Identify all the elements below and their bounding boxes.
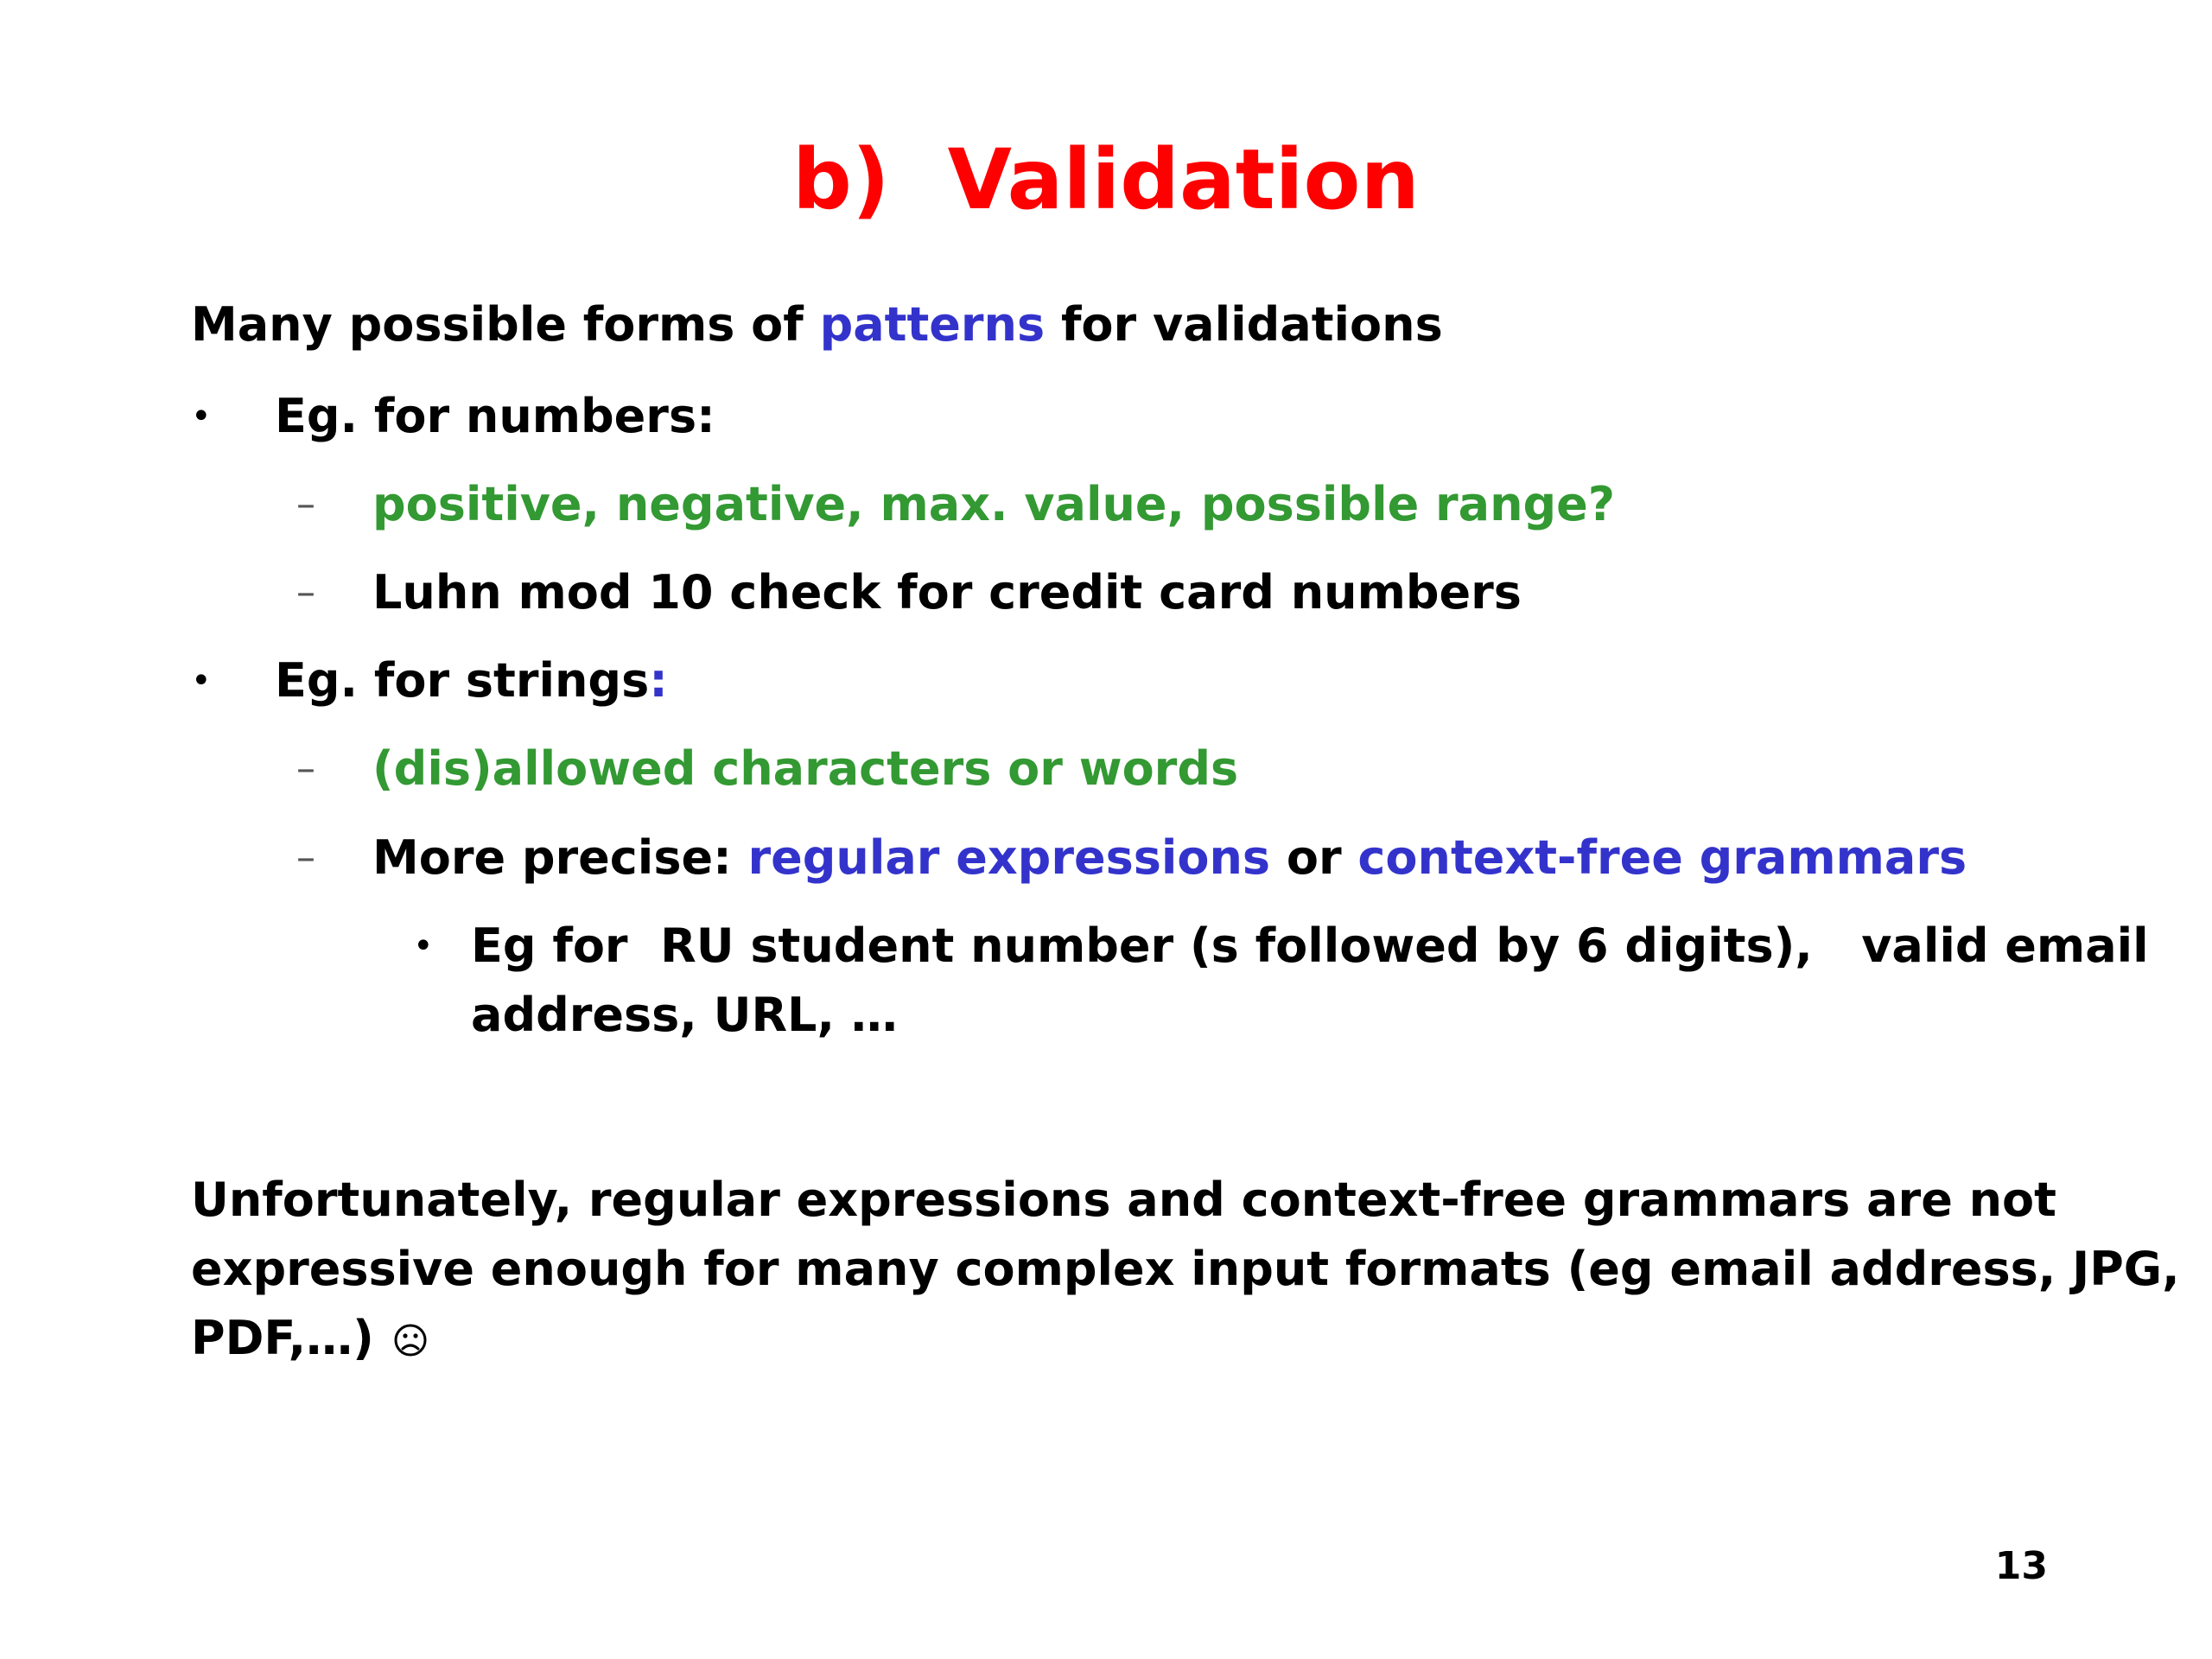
conclusion-line-2: expressive enough for many complex input formats (eg email address, JPG, [191, 1242, 2180, 1296]
slide-title: b) Validation [792, 131, 1420, 228]
sub-bullet-marker: • [413, 926, 434, 966]
strings-item-2 [372, 830, 1967, 887]
sad-face-icon [393, 1323, 428, 1357]
context-free-grammars-term: context-free grammars [1357, 830, 1967, 885]
numbers-item-2: Luhn mod 10 check for credit card numbers [372, 565, 1522, 620]
dash-marker: – [296, 836, 315, 880]
strings-item-2-prefix: More precise: [372, 830, 748, 885]
conclusion-line-3 [191, 1310, 428, 1367]
dash-marker: – [296, 570, 315, 614]
regular-expressions-term: regular expressions [747, 830, 1271, 885]
bullet-strings [275, 652, 668, 709]
bullet-numbers: Eg. for numbers: [275, 389, 715, 443]
example-line-1: Eg for RU student number (s followed by 6 digits), valid email [471, 918, 2149, 973]
example-line-2: address, URL, … [471, 988, 898, 1042]
heading-highlight: patterns [819, 297, 1046, 352]
bullet-marker: • [191, 397, 212, 436]
dash-marker: – [296, 482, 315, 526]
heading [191, 296, 1443, 353]
heading-text-1: Many possible forms of [191, 297, 820, 352]
numbers-item-1: positive, negative, max. value, possible range? [372, 477, 1616, 531]
heading-text-2: for validations [1045, 297, 1443, 352]
strings-item-2-middle: or [1270, 830, 1358, 885]
dash-marker: – [296, 747, 315, 791]
page-number: 13 [1994, 1544, 2048, 1588]
bullet-marker: • [191, 661, 212, 701]
conclusion-line-3-text: PDF,…) [191, 1311, 374, 1365]
bullet-strings-label: Eg. for strings [275, 653, 650, 708]
bullet-strings-colon: : [649, 653, 668, 708]
strings-item-1: (dis)allowed characters or words [372, 741, 1239, 796]
conclusion-line-1: Unfortunately, regular expressions and context-free grammars are not [191, 1173, 2056, 1227]
